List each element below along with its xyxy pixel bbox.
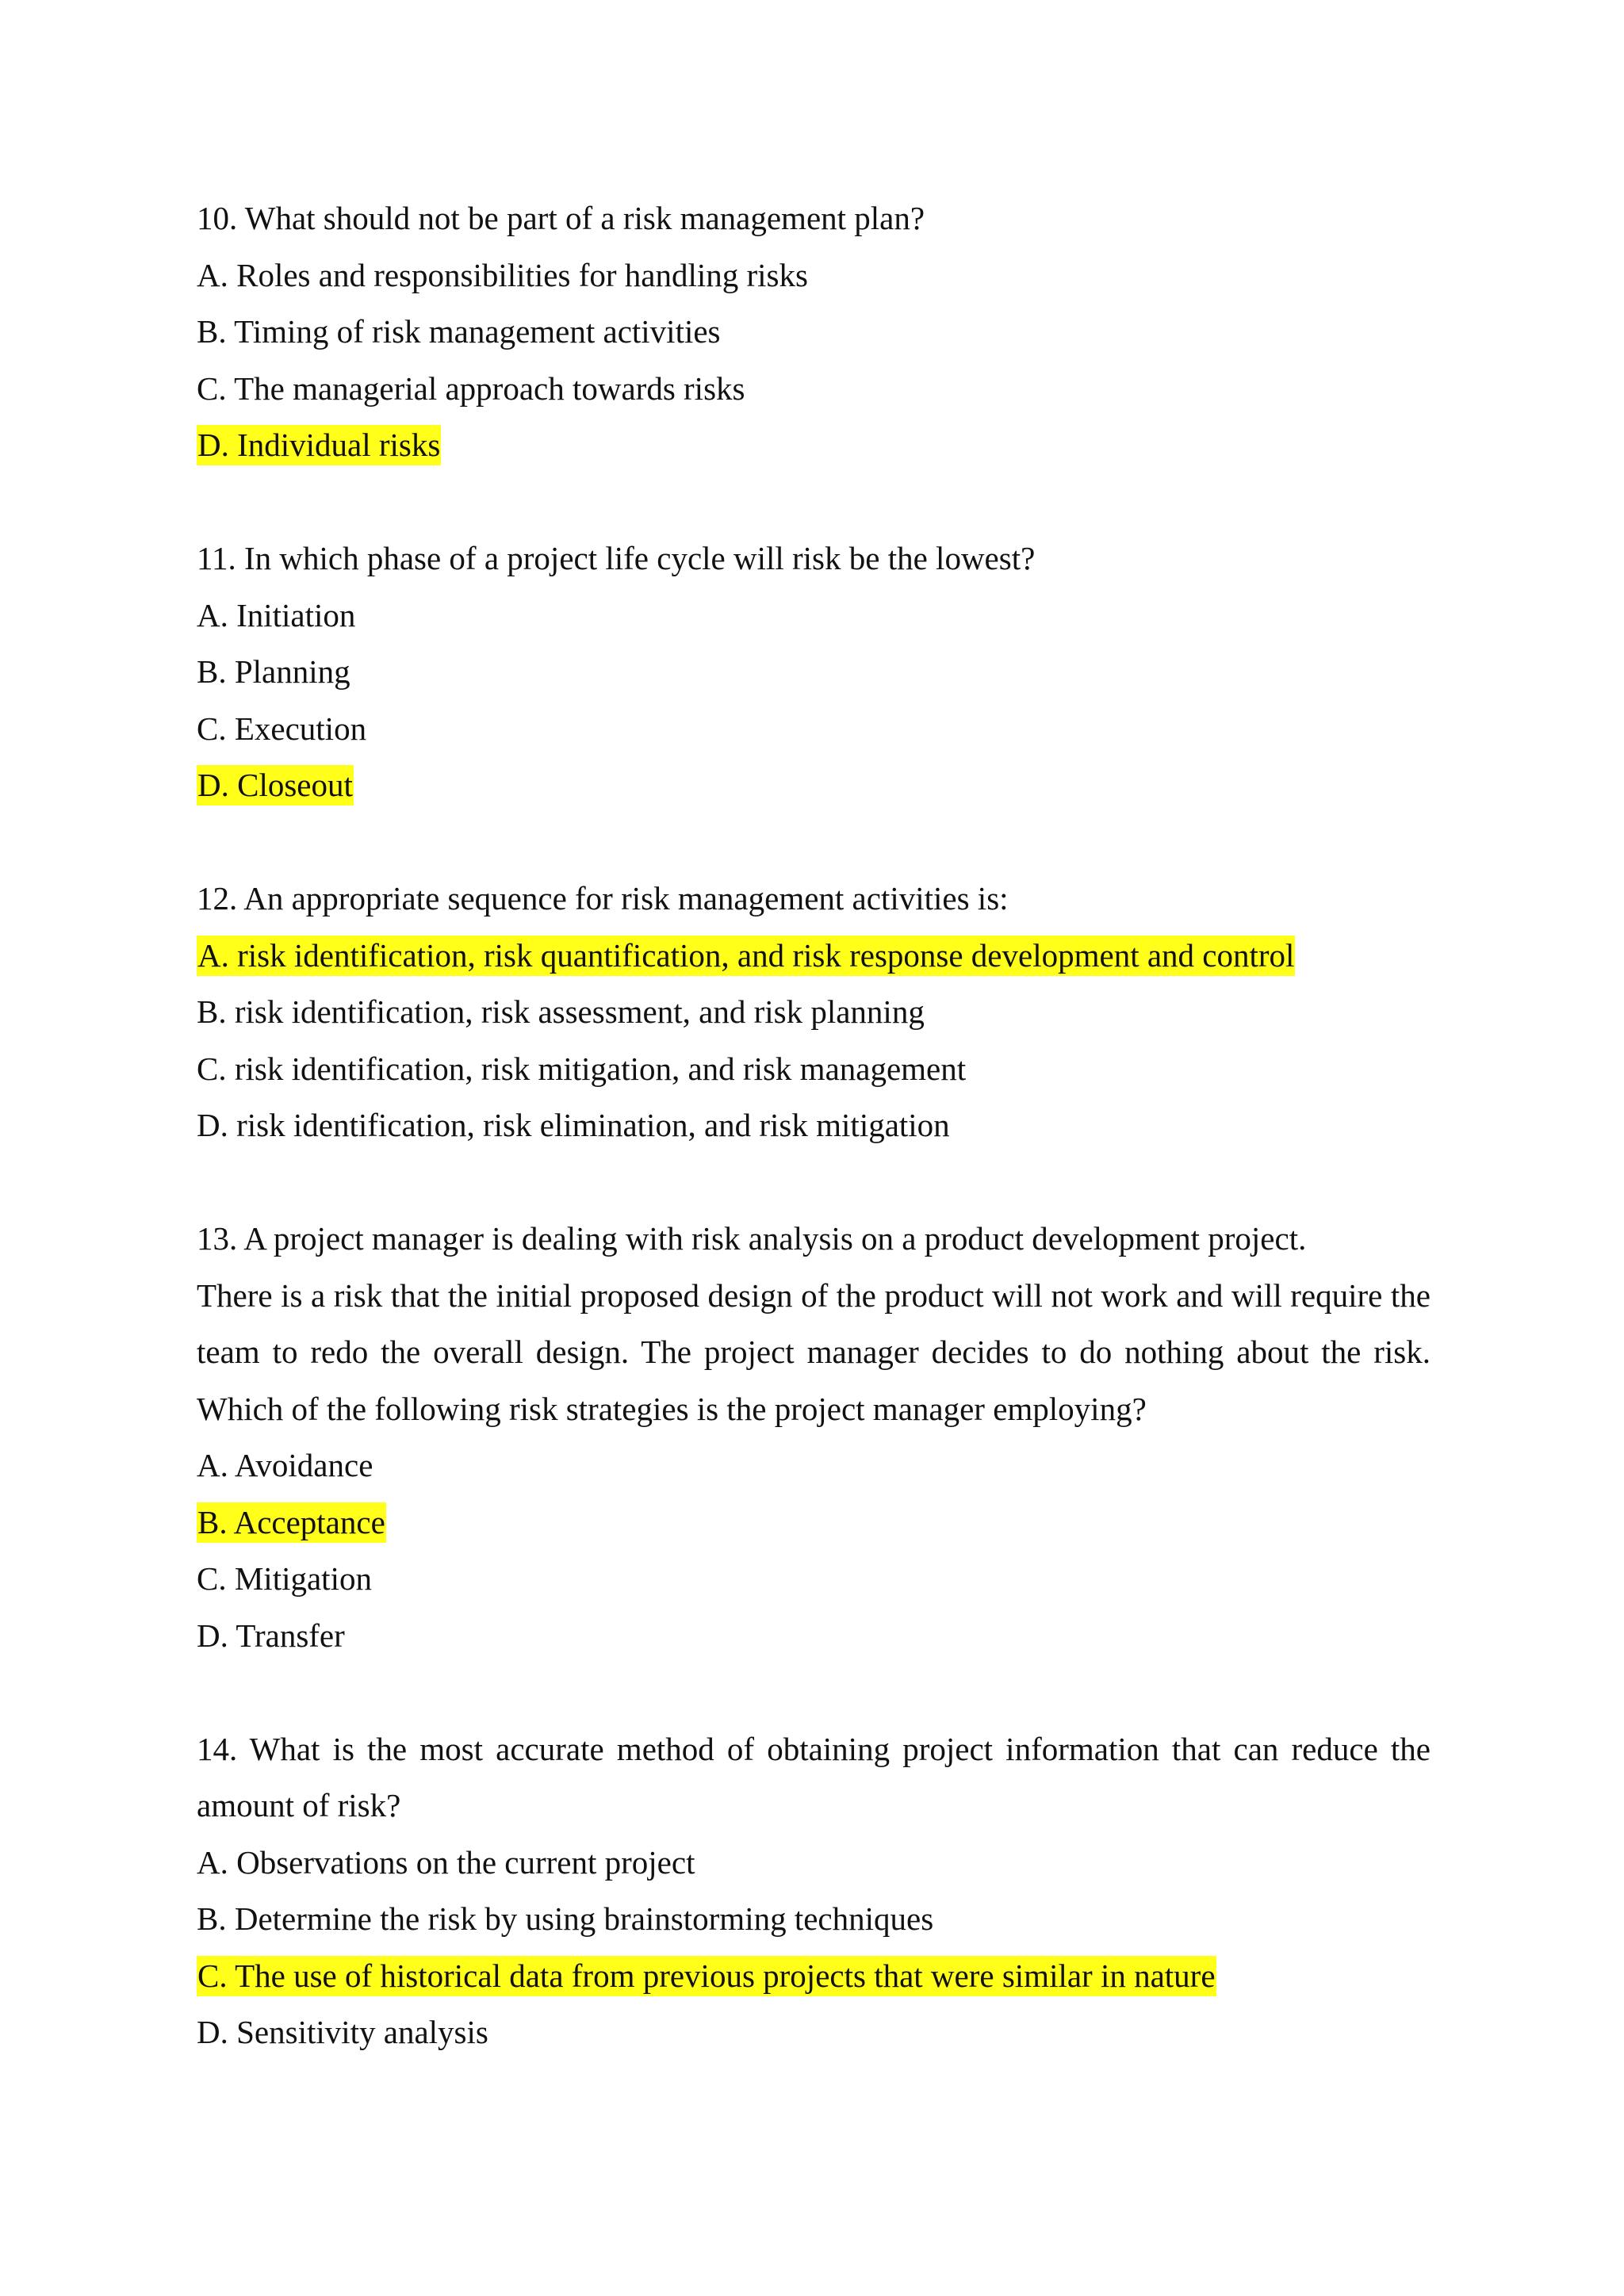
option-d — [197, 2004, 1431, 2061]
option-b — [197, 644, 1431, 701]
option-text: D. Transfer — [197, 1617, 345, 1654]
question-stem-continuation: There is a risk that the initial proposed design of the product will not work and will require the team to redo the overall design. The project manager decides to do nothing about the risk. Which of the following risk strategies is the project manager employing? — [197, 1276, 1431, 1427]
highlighted-answer: A. risk identification, risk quantification, and risk response development and control — [197, 936, 1295, 976]
option-text: C. Execution — [197, 710, 367, 747]
question-stem: 10. What should not be part of a risk management plan? — [197, 200, 925, 236]
highlighted-answer: D. Closeout — [197, 765, 354, 806]
option-text: C. risk identification, risk mitigation, and risk management — [197, 1050, 967, 1087]
question-12 — [197, 871, 1431, 1154]
question-list — [197, 190, 1431, 2118]
option-c — [197, 701, 1431, 758]
option-a — [197, 1835, 1431, 1892]
option-text: A. Observations on the current project — [197, 1843, 695, 1881]
option-a — [197, 928, 1431, 985]
option-a — [197, 587, 1431, 645]
option-text: A. Roles and responsibilities for handling risks — [197, 256, 808, 293]
option-b — [197, 1891, 1431, 1948]
option-text: B. Timing of risk management activities — [197, 313, 721, 350]
option-b — [197, 1494, 1431, 1552]
option-text: A. Initiation — [197, 596, 356, 633]
option-a — [197, 247, 1431, 304]
option-text: B. risk identification, risk assessment, and risk planning — [197, 993, 925, 1030]
question-13 — [197, 1211, 1431, 1664]
question-14 — [197, 1721, 1431, 2061]
option-b — [197, 304, 1431, 361]
highlighted-answer: D. Individual risks — [197, 425, 441, 465]
option-text: A. Avoidance — [197, 1447, 373, 1483]
highlighted-answer: B. Acceptance — [197, 1502, 386, 1543]
question-11 — [197, 530, 1431, 814]
option-text: B. Planning — [197, 653, 350, 690]
option-text: D. Sensitivity analysis — [197, 2014, 488, 2050]
question-10 — [197, 190, 1431, 474]
option-d — [197, 417, 1431, 474]
question-stem: 13. A project manager is dealing with risk analysis on a product development project. — [197, 1220, 1307, 1257]
question-stem: 14. What is the most accurate method of obtaining project information that can reduce the amount of risk? — [197, 1730, 1431, 1823]
option-text: C. The managerial approach towards risks — [197, 369, 745, 407]
option-d — [197, 1097, 1431, 1154]
option-c — [197, 361, 1431, 418]
option-c — [197, 1948, 1431, 2005]
option-a — [197, 1437, 1431, 1494]
option-d — [197, 1608, 1431, 1665]
option-d — [197, 757, 1431, 814]
highlighted-answer: C. The use of historical data from previous projects that were similar in nature — [197, 1956, 1216, 1996]
option-text: D. risk identification, risk elimination, and risk mitigation — [197, 1107, 950, 1143]
option-c — [197, 1041, 1431, 1098]
option-text: C. Mitigation — [197, 1560, 372, 1597]
question-stem: 12. An appropriate sequence for risk management activities is: — [197, 880, 1009, 916]
option-c — [197, 1551, 1431, 1608]
question-stem: 11. In which phase of a project life cycle will risk be the lowest? — [197, 540, 1036, 576]
option-text: B. Determine the risk by using brainstorming techniques — [197, 1900, 934, 1937]
option-b — [197, 984, 1431, 1041]
